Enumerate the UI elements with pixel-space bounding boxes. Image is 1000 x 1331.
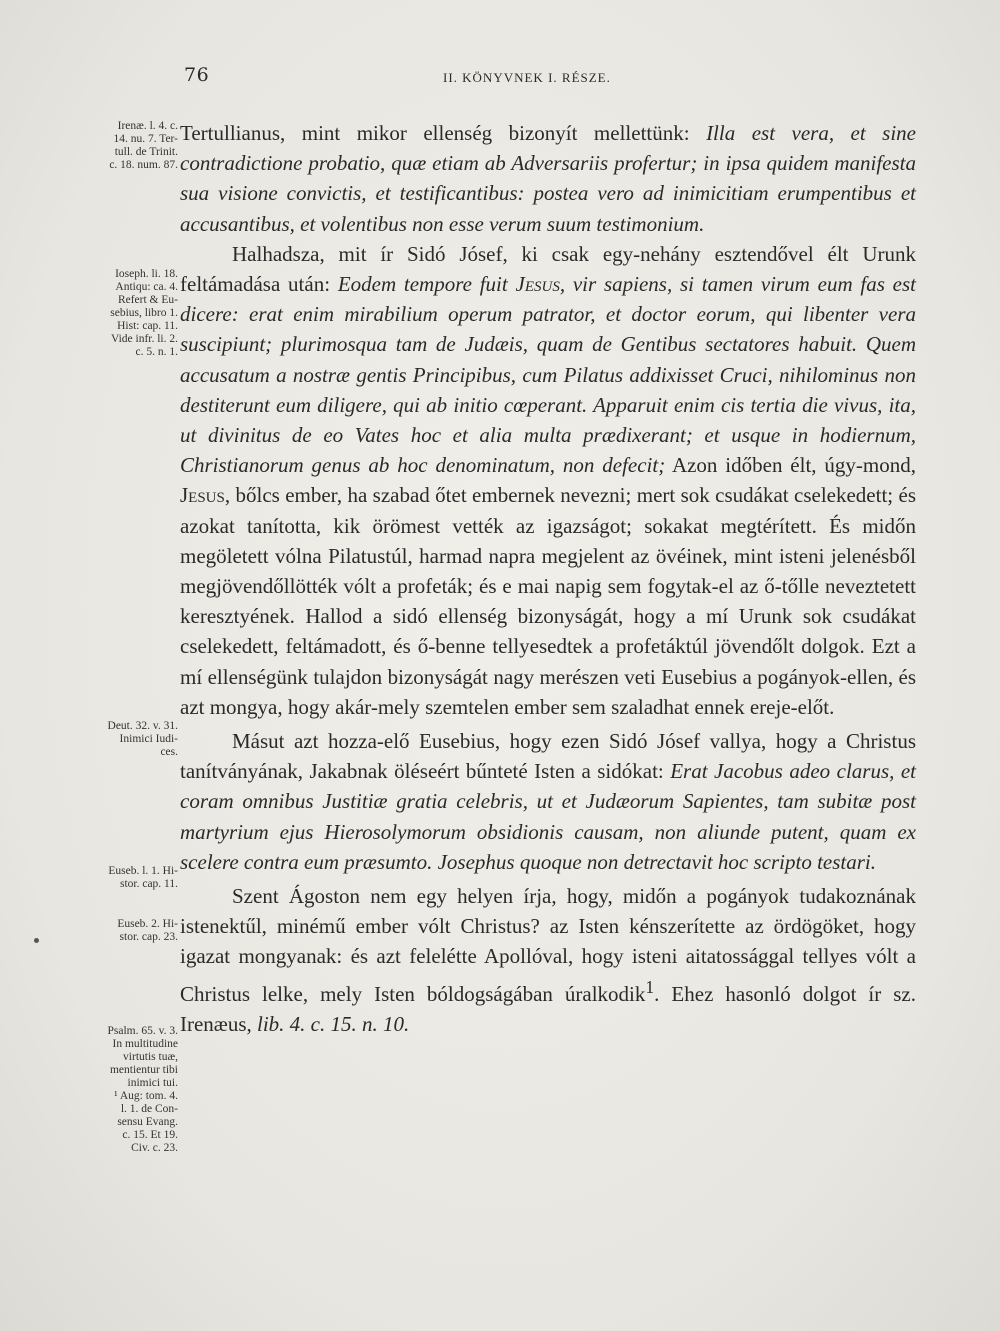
text-run: Azon időben élt, úgy-mond, — [665, 453, 916, 478]
margin-note-eusebius-2: Euseb. 2. Hi- stor. cap. 23. — [117, 918, 178, 943]
text-run: , bőlcs ember, ha szabad őtet embernek nevezni; mert sok csudákat cselekedett; és azokat tanította, kik örömest vették az igazságot; sokakat megtérített. És midőn megöletett vólna Pilatustúl, harmad napra megjelent az övéinek, mint isteni jelenésből megjövendőllötték vólt a profeták; és e mai napig sem fogytak-el az ő-tőlle neveztetett keresztyének. Hallod a sidó ellenség bizonyságát, hogy a mí Urunk sok csudákat cselekedett, feltámadott, és ő-benne tellyesedtek a profetáktúl jövendőlt dolgok. Ezt a mí ellenségünk tulajdon bizonyságát nagy merészen veti Eusebius a pogányok-ellen, és azt mongya, hogy akár-mely szemtelen ember sem szaladhat ennek ereje-előt. — [180, 483, 916, 719]
margin-note-deuteronomy: Deut. 32. v. 31. Inimici Iudi- ces. — [107, 720, 178, 758]
paragraph-tertullian — [180, 118, 916, 239]
paragraph-augustine — [180, 881, 916, 1039]
margin-note-irenaeus: Irenæ. l. 4. c. 14. nu. 7. Ter- tull. de Trinit. c. 18. num. 87. — [109, 120, 178, 171]
text-run: Másut azt hozza-elő Eusebius, hogy ezen Sidó Jósef vallya, hogy a Christus tanítványának, Jakabnak öléseért bűnteté Isten a sidókat: — [180, 729, 916, 784]
latin-quote: Erat Jacobus adeo clarus, et coram omnibus Justitiæ gratia celebris, ut et Judæorum Sapientes, tam subitæ post martyrium ejus Hierosolymorum obsidionis causam, non aliunde putent, quam ex scelere contra eum præsumto. Josephus quoque non detrectavit hoc scripto testari. — [180, 759, 917, 874]
text-run: Halhadsza, mit ír Sidó Jósef, ki csak egy-nehány esztendővel élt Urunk feltámadása után: — [180, 241, 916, 297]
citation: lib. 4. c. 15. n. 10. — [257, 1011, 410, 1036]
main-text — [180, 118, 916, 1039]
paragraph-eusebius — [180, 726, 916, 877]
running-title: II. KÖNYVNEK I. RÉSZE. — [443, 70, 611, 85]
latin-quote: , vir sapiens, si tamen virum eum fas est dicere: erat enim mirabilium operum patrator, et doctor eorum, qui libenter vera suscipiunt; plurimosqua tam de Judæis, quam de Gentibus sectatores habuit. Quem accusatum a nostræ gentis Principibus, cum Pilatus addixisset Cruci, nihilominus non destiterunt eum diligere, qui ab initio cœperant. Apparuit enim cis tertia die vivus, ita, ut divinitus de eo Vates hoc et alia multa prædixerant; et usque in hodiernum, Christianorum genus ab hoc denominatum, non defecit; — [180, 272, 916, 478]
text-run: Tertullianus, mint mikor ellenség bizonyít mellettünk: — [180, 121, 707, 145]
name-jesus: Jesus — [180, 483, 225, 508]
latin-quote: Eodem tempore fuit — [337, 272, 516, 297]
margin-note-josephus: Ioseph. li. 18. Antiqu: ca. 4. Refert & Eu- sebius, libro 1. Hist: cap. 11. Vide infr. li. 2. c. 5. n. 1. — [110, 268, 178, 358]
paragraph-josephus — [180, 239, 916, 722]
margin-note-eusebius-1: Euseb. l. 1. Hi- stor. cap. 11. — [108, 865, 178, 890]
latin-quote: Illa est vera, et sine contradictione probatio, quæ etiam ab Adversariis profertur; in ipsa quidem manifesta sua visione convictis, et testificantibus: postea vero ad inimicitiam erumpentibus et accusantibus, et volentibus non esse verum suum testimonium. — [180, 121, 916, 236]
name-jesus: Jesus — [515, 272, 560, 297]
text-run: Szent Ágoston nem egy helyen írja, hogy, midőn a pogányok tudakoznának istenektűl, minémű ember vólt Christus? az Isten kénszerítette az ördögöket, hogy igazat mongyanak: és azt felelétte Apollóval, hogy isteni aitatossággal tellyes vólt a Christus lelke, mely Isten bóldogságában úralkodik — [180, 884, 916, 1006]
margin-note-psalm-augustine: Psalm. 65. v. 3. In multitudine virtutis tuæ, mentientur tibi inimici tui. ¹ Aug: tom. 4. l. 1. de Con- sensu Evang. c. 15. Et 19. Civ. c. 23. — [107, 1025, 178, 1154]
footnote-marker: 1 — [645, 976, 655, 997]
page-number: 76 — [184, 64, 210, 86]
text-run: . Ehez hasonló dolgot ír sz. Irenæus, — [180, 981, 916, 1036]
ink-spot — [34, 938, 39, 943]
